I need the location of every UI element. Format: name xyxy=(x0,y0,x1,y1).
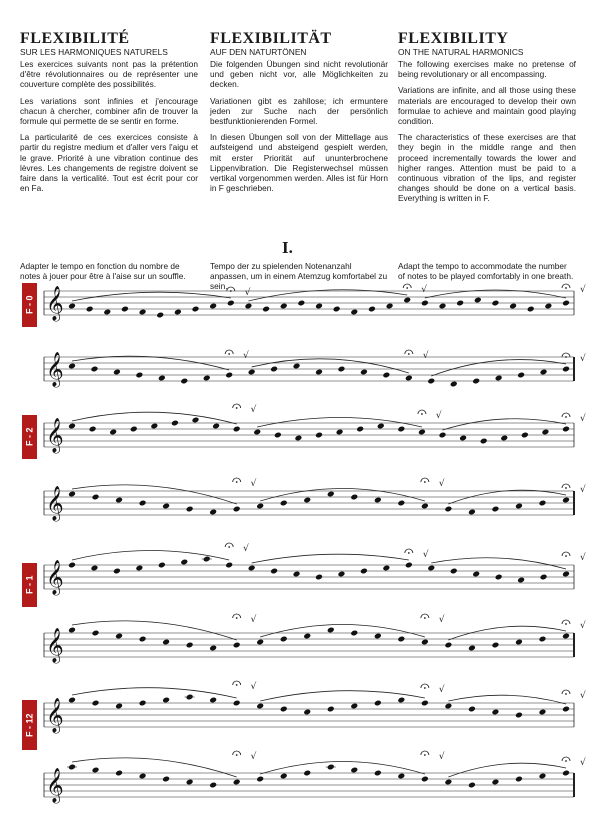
note-head xyxy=(156,312,164,319)
note-head xyxy=(421,300,429,307)
note-head xyxy=(327,491,335,498)
note-head xyxy=(68,363,76,370)
note-head xyxy=(315,432,323,439)
note-head xyxy=(515,503,523,510)
svg-text:√: √ xyxy=(422,351,429,361)
note-head xyxy=(439,432,447,439)
note-head xyxy=(539,773,547,780)
note-head xyxy=(158,375,166,382)
note-head xyxy=(539,500,547,507)
note-head xyxy=(203,375,211,382)
svg-text:√: √ xyxy=(438,685,445,695)
german-paragraph: In diesen Übungen soll von der Mittellage aus aufsteigend und absteigend gespielt werden, mit erster Priorität auf ununterbrochene Lippenvibration. Die Registerwechsel müssen vertikal vorgenommen werden. Alles ist für Horn in F geschrieben. xyxy=(210,132,388,194)
note-head xyxy=(262,306,270,313)
french-paragraph: La particularité de ces exercices consiste à partir du registre medium et d'aller vers l'aigu et le grave. Priorité à une vibration continue des lèvres. Les changements de registre doivent se faire dans la verticalité. Tout est écrit pour cor en Fa. xyxy=(20,132,198,194)
note-head xyxy=(382,372,390,379)
svg-text:√: √ xyxy=(421,285,427,295)
treble-clef-icon: 𝄞 xyxy=(46,418,64,453)
note-head xyxy=(209,782,217,789)
note-head xyxy=(562,633,570,640)
svg-text:√: √ xyxy=(580,354,586,364)
note-head xyxy=(86,306,94,313)
note-head xyxy=(89,426,97,433)
note-head xyxy=(468,509,476,516)
note-head xyxy=(500,435,508,442)
music-staff xyxy=(0,477,600,527)
note-head xyxy=(540,574,548,581)
exercise-label: F - 0 xyxy=(24,295,35,315)
svg-text:√: √ xyxy=(580,758,586,768)
note-head xyxy=(397,773,405,780)
note-head xyxy=(158,562,166,569)
french-subtitle: SUR LES HARMONIQUES NATURELS xyxy=(20,47,168,57)
treble-clef-icon: 𝄞 xyxy=(46,352,64,387)
note-head xyxy=(495,574,503,581)
german-title: FLEXIBILITÄT xyxy=(210,30,332,47)
german-column xyxy=(210,30,388,199)
note-head xyxy=(68,627,76,634)
french-title: FLEXIBILITÉ xyxy=(20,30,130,47)
note-head xyxy=(495,375,503,382)
note-head xyxy=(480,438,488,445)
note-head xyxy=(472,571,480,578)
english-paragraph: Variations are infinite, and all those using these materials are encouraged to develop their own formulae to achieve and maintain good playing condition. xyxy=(398,85,576,127)
svg-text:√: √ xyxy=(580,485,586,495)
note-head xyxy=(68,562,76,569)
note-head xyxy=(468,706,476,713)
note-head xyxy=(427,378,435,385)
note-head xyxy=(336,429,344,436)
note-head xyxy=(397,697,405,704)
note-head xyxy=(456,300,464,307)
note-head xyxy=(256,703,264,710)
note-head xyxy=(562,300,570,307)
exercise-label: F - 1 xyxy=(24,575,35,595)
note-head xyxy=(113,568,121,575)
note-head xyxy=(439,303,447,310)
note-head xyxy=(562,571,570,578)
exercise-label: F - 2 xyxy=(24,427,35,447)
note-head xyxy=(135,372,143,379)
note-head xyxy=(130,426,138,433)
note-head xyxy=(233,642,241,649)
exercise-label: F - 12 xyxy=(24,713,35,737)
note-head xyxy=(68,697,76,704)
note-head xyxy=(256,776,264,783)
note-head xyxy=(540,369,548,376)
note-head xyxy=(139,636,147,643)
treble-clef-icon: 𝄞 xyxy=(46,286,64,321)
note-head xyxy=(492,506,500,513)
section-number: I. xyxy=(282,238,293,257)
note-head xyxy=(225,562,233,569)
note-head xyxy=(139,500,147,507)
svg-text:√: √ xyxy=(422,550,429,560)
note-head xyxy=(92,494,100,501)
note-head xyxy=(303,497,311,504)
note-head xyxy=(68,303,76,310)
note-head xyxy=(256,639,264,646)
note-head xyxy=(256,503,264,510)
german-paragraph: Die folgenden Übungen sind nicht revolutionär und geben nicht vor, alle Möglichkeiten zu decken. xyxy=(210,59,388,90)
note-head xyxy=(121,306,129,313)
english-paragraph: The characteristics of these exercises are that they begin in the middle range and then proceed incrementally towards the lower and higher ranges. Attention must be paid to a continuous vibration of the lips, and register changes should be done on a vertical basis. Everything is written in F. xyxy=(398,132,576,204)
note-head xyxy=(274,432,282,439)
note-head xyxy=(386,303,394,310)
note-head xyxy=(92,767,100,774)
note-head xyxy=(360,568,368,575)
note-head xyxy=(562,497,570,504)
note-head xyxy=(139,700,147,707)
note-head xyxy=(468,645,476,652)
svg-text:√: √ xyxy=(580,691,586,701)
note-head xyxy=(492,300,500,307)
note-head xyxy=(103,309,111,316)
note-head xyxy=(162,776,170,783)
note-head xyxy=(327,627,335,634)
note-head xyxy=(405,375,413,382)
svg-text:√: √ xyxy=(244,288,251,298)
svg-text:√: √ xyxy=(438,479,445,489)
english-paragraph: The following exercises make no pretense of being revolutionary or all encompassing. xyxy=(398,59,576,80)
note-head xyxy=(338,571,346,578)
note-head xyxy=(397,426,405,433)
svg-text:√: √ xyxy=(438,752,445,762)
french-column xyxy=(20,30,198,199)
treble-clef-icon: 𝄞 xyxy=(46,628,64,663)
note-head xyxy=(350,630,358,637)
music-staff xyxy=(0,405,600,459)
treble-clef-icon: 𝄞 xyxy=(46,768,64,803)
note-head xyxy=(444,506,452,513)
note-head xyxy=(468,782,476,789)
note-head xyxy=(162,639,170,646)
note-head xyxy=(350,703,358,710)
svg-text:√: √ xyxy=(580,285,586,295)
note-head xyxy=(303,770,311,777)
note-head xyxy=(280,303,288,310)
note-head xyxy=(294,435,302,442)
note-head xyxy=(91,366,99,373)
note-head xyxy=(180,559,188,566)
note-head xyxy=(139,773,147,780)
note-head xyxy=(397,636,405,643)
english-column xyxy=(398,30,576,210)
note-head xyxy=(333,306,341,313)
note-head xyxy=(180,378,188,385)
note-head xyxy=(472,378,480,385)
svg-text:√: √ xyxy=(580,414,586,424)
note-head xyxy=(113,369,121,376)
note-head xyxy=(139,309,147,316)
note-head xyxy=(459,435,467,442)
note-head xyxy=(492,642,500,649)
note-head xyxy=(509,303,517,310)
note-head xyxy=(233,506,241,513)
french-paragraph: Les exercices suivants nont pas la prétention d'être révolutionnaires ou de représenter une couverture complète des possibilités. xyxy=(20,59,198,90)
note-head xyxy=(192,417,200,424)
english-subtitle: ON THE NATURAL HARMONICS xyxy=(398,47,524,57)
note-head xyxy=(562,426,570,433)
note-head xyxy=(253,429,261,436)
note-head xyxy=(444,642,452,649)
note-head xyxy=(245,303,253,310)
note-head xyxy=(303,709,311,716)
note-head xyxy=(356,426,364,433)
note-head xyxy=(403,297,411,304)
note-head xyxy=(280,773,288,780)
note-head xyxy=(421,700,429,707)
note-head xyxy=(315,369,323,376)
note-head xyxy=(492,709,500,716)
note-head xyxy=(374,633,382,640)
note-head xyxy=(174,309,182,316)
note-head xyxy=(91,565,99,572)
note-head xyxy=(248,369,256,376)
note-head xyxy=(233,779,241,786)
note-head xyxy=(186,642,194,649)
note-head xyxy=(444,703,452,710)
german-paragraph: Variationen gibt es zahllose; ich ermuntere jeden zur Suche nach der persönlich bestfunktionierenden Formel. xyxy=(210,95,388,127)
svg-text:√: √ xyxy=(243,351,249,361)
svg-text:√: √ xyxy=(250,405,257,415)
treble-clef-icon: 𝄞 xyxy=(46,560,64,595)
note-head xyxy=(171,420,179,427)
note-head xyxy=(92,700,100,707)
svg-text:√: √ xyxy=(580,621,586,631)
english-tempo-note: Adapt the tempo to accommodate the number of notes to be played comfortably in one breath. xyxy=(398,261,574,282)
note-head xyxy=(444,779,452,786)
note-head xyxy=(562,770,570,777)
note-head xyxy=(162,697,170,704)
note-head xyxy=(544,303,552,310)
note-head xyxy=(280,706,288,713)
note-head xyxy=(397,500,405,507)
note-head xyxy=(315,574,323,581)
svg-text:√: √ xyxy=(250,682,257,692)
note-head xyxy=(186,779,194,786)
note-head xyxy=(186,506,194,513)
note-head xyxy=(150,423,158,430)
note-head xyxy=(374,700,382,707)
note-head xyxy=(427,565,435,572)
note-head xyxy=(521,432,529,439)
note-head xyxy=(209,303,217,310)
music-staff xyxy=(0,343,600,393)
music-staff xyxy=(0,544,600,601)
note-head xyxy=(68,491,76,498)
note-head xyxy=(162,503,170,510)
note-head xyxy=(280,636,288,643)
note-head xyxy=(227,300,235,307)
note-head xyxy=(474,297,482,304)
german-subtitle: AUF DEN NATURTÖNEN xyxy=(210,47,307,57)
treble-clef-icon: 𝄞 xyxy=(46,486,64,521)
note-head xyxy=(418,429,426,436)
french-paragraph: Les variations sont infinies et j'encourage chacun à chercher, combiner afin de trouver la formule qui permette de se sentir en forme. xyxy=(20,95,198,127)
note-head xyxy=(539,636,547,643)
note-head xyxy=(225,372,233,379)
note-head xyxy=(68,423,76,430)
note-head xyxy=(303,633,311,640)
note-head xyxy=(492,779,500,786)
note-head xyxy=(541,429,549,436)
note-head xyxy=(92,630,100,637)
note-head xyxy=(368,306,376,313)
note-head xyxy=(270,366,278,373)
note-head xyxy=(377,423,385,430)
note-head xyxy=(293,571,301,578)
english-title: FLEXIBILITY xyxy=(398,30,509,47)
note-head xyxy=(421,639,429,646)
note-head xyxy=(450,381,458,388)
note-head xyxy=(450,568,458,575)
note-head xyxy=(515,712,523,719)
note-head xyxy=(517,372,525,379)
note-head xyxy=(338,366,346,373)
note-head xyxy=(115,770,123,777)
note-head xyxy=(297,300,305,307)
music-staff xyxy=(0,277,600,327)
german-tempo-note: Tempo der zu spielenden Notenanzahl anpassen, um in einem Atemzug komfortabel zu sein. xyxy=(210,261,388,292)
note-head xyxy=(192,306,200,313)
note-head xyxy=(421,503,429,510)
note-head xyxy=(212,423,220,430)
note-head xyxy=(562,366,570,373)
note-head xyxy=(233,426,241,433)
svg-text:√: √ xyxy=(438,615,445,625)
note-head xyxy=(515,639,523,646)
note-head xyxy=(517,577,525,584)
note-head xyxy=(209,645,217,652)
svg-text:√: √ xyxy=(250,479,257,489)
treble-clef-icon: 𝄞 xyxy=(46,698,64,733)
note-head xyxy=(421,776,429,783)
note-head xyxy=(527,306,535,313)
note-head xyxy=(315,303,323,310)
note-head xyxy=(327,706,335,713)
svg-text:√: √ xyxy=(250,615,257,625)
note-head xyxy=(233,700,241,707)
svg-text:√: √ xyxy=(435,411,442,421)
note-head xyxy=(293,363,301,370)
note-head xyxy=(109,429,117,436)
note-head xyxy=(280,500,288,507)
svg-text:√: √ xyxy=(580,553,586,563)
music-staff xyxy=(0,682,600,739)
note-head xyxy=(350,309,358,316)
note-head xyxy=(209,509,217,516)
note-head xyxy=(248,565,256,572)
svg-text:√: √ xyxy=(243,544,249,554)
note-head xyxy=(515,776,523,783)
note-head xyxy=(539,709,547,716)
note-head xyxy=(350,494,358,501)
music-staff xyxy=(0,752,600,809)
note-head xyxy=(135,565,143,572)
french-tempo-note: Adapter le tempo en fonction du nombre de notes à jouer pour être à l'aise sur un souffle. xyxy=(20,261,186,282)
note-head xyxy=(562,706,570,713)
music-staff xyxy=(0,615,600,669)
note-head xyxy=(209,697,217,704)
note-head xyxy=(270,568,278,575)
note-head xyxy=(115,633,123,640)
note-head xyxy=(360,369,368,376)
note-head xyxy=(374,770,382,777)
note-head xyxy=(405,562,413,569)
svg-text:√: √ xyxy=(250,752,257,762)
note-head xyxy=(115,497,123,504)
note-head xyxy=(374,497,382,504)
note-head xyxy=(115,703,123,710)
note-head xyxy=(382,565,390,572)
note-head xyxy=(350,767,358,774)
